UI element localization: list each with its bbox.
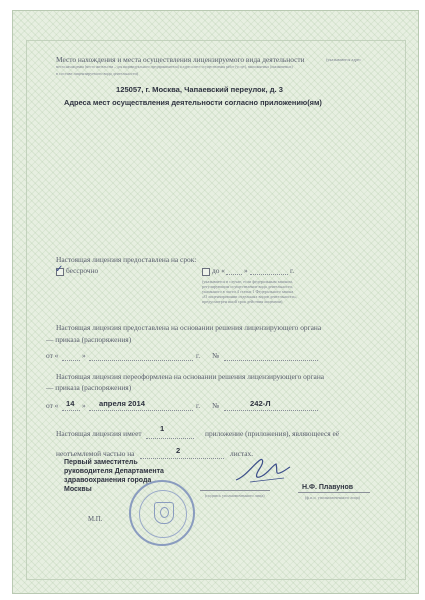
header-note-2: места нахождения (место жительства – для индивидуального предпринимателя) и адреса мест осуществления работ (услуг), выполняемых (оказываемых) <box>56 65 293 69</box>
official-seal <box>129 480 195 546</box>
reissue-year: г. <box>196 401 201 410</box>
basis-from: от « <box>46 351 59 360</box>
basis-line-2: — приказа (распоряжения) <box>46 335 132 344</box>
signature-note: (подпись уполномоченного лица) <box>205 493 265 498</box>
reissue-num: № <box>212 401 220 410</box>
until-day-line <box>226 274 242 275</box>
term-note-3: указанного в части 4 статьи 1 Федерального закона <box>202 289 294 294</box>
until-close: » <box>244 266 248 275</box>
check-mark-icon: ✓ <box>55 264 64 275</box>
reissue-from: от « <box>46 401 59 410</box>
pages-prefix: Настоящая лицензия имеет <box>56 429 142 438</box>
term-note-1: (указывается в случае, если федеральным законом, <box>202 279 293 284</box>
pages-count-line <box>146 438 194 439</box>
sheets-count: 2 <box>176 446 181 455</box>
reissue-close: » <box>82 401 86 410</box>
signer-position-2: руководителя Департамента <box>64 468 164 475</box>
basis-year: г. <box>196 351 201 360</box>
until-year: г. <box>290 266 295 275</box>
signature-image <box>232 452 292 488</box>
signature-line <box>200 490 270 491</box>
signer-position-4: Москвы <box>64 486 92 493</box>
pages-suffix: приложение (приложения), являющееся её <box>205 429 340 438</box>
header-note-3: в составе лицензируемого вида деятельности) <box>56 71 139 76</box>
term-note-4: «О лицензировании отдельных видов деятельности», <box>202 294 298 299</box>
name-line <box>298 492 370 493</box>
until-date-line <box>250 274 288 275</box>
until-prefix: до « <box>212 266 225 275</box>
basis-date-line <box>89 360 193 361</box>
term-label: Настоящая лицензия предоставлена на срок: <box>56 255 197 264</box>
basis-number-line <box>224 360 318 361</box>
reissue-month-year: апреля 2014 <box>99 399 145 408</box>
until-checkbox <box>202 268 210 276</box>
pages-line-2: неотъемлемой частью на <box>56 449 135 458</box>
seal-place-label: М.П. <box>88 516 103 523</box>
reissue-number: 242-Л <box>250 399 271 408</box>
basis-day-line <box>62 360 80 361</box>
header-note: (указываются адрес <box>326 57 362 62</box>
basis-close: » <box>82 351 86 360</box>
signer-name: Н.Ф. Плавунов <box>302 484 354 491</box>
name-note: (ф.и.о. уполномоченного лица) <box>305 495 361 500</box>
term-note-2: регулирующим осуществление вида деятельности, <box>202 284 293 289</box>
license-address: 125057, г. Москва, Чапаевский переулок, д. 3 <box>116 85 283 94</box>
reissue-line-2: — приказа (распоряжения) <box>46 383 132 392</box>
reissue-day: 14 <box>66 399 75 408</box>
header-line: Место нахождения и места осуществления лицензируемого вида деятельности <box>56 55 305 64</box>
activity-places: Адреса мест осуществления деятельности согласно приложению(ям) <box>64 98 322 107</box>
term-note-5: предусмотрен иной срок действия лицензии) <box>202 299 283 304</box>
reissue-day-line <box>62 410 80 411</box>
signer-position-1: Первый заместитель <box>64 459 138 466</box>
basis-line-1: Настоящая лицензия предоставлена на основании решения лицензирующего органа <box>56 323 322 332</box>
pages-count: 1 <box>160 424 165 433</box>
reissue-date-line <box>89 410 193 411</box>
sheets-word: листах. <box>230 449 254 458</box>
reissue-line-1: Настоящая лицензия переоформлена на основании решения лицензирующего органа <box>56 372 325 381</box>
basis-num: № <box>212 351 220 360</box>
reissue-number-line <box>224 410 318 411</box>
signer-position-3: здравоохранения города <box>64 477 152 484</box>
sheets-line <box>140 458 224 459</box>
coat-of-arms-icon <box>154 502 174 524</box>
indefinite-label: бессрочно <box>66 266 99 275</box>
